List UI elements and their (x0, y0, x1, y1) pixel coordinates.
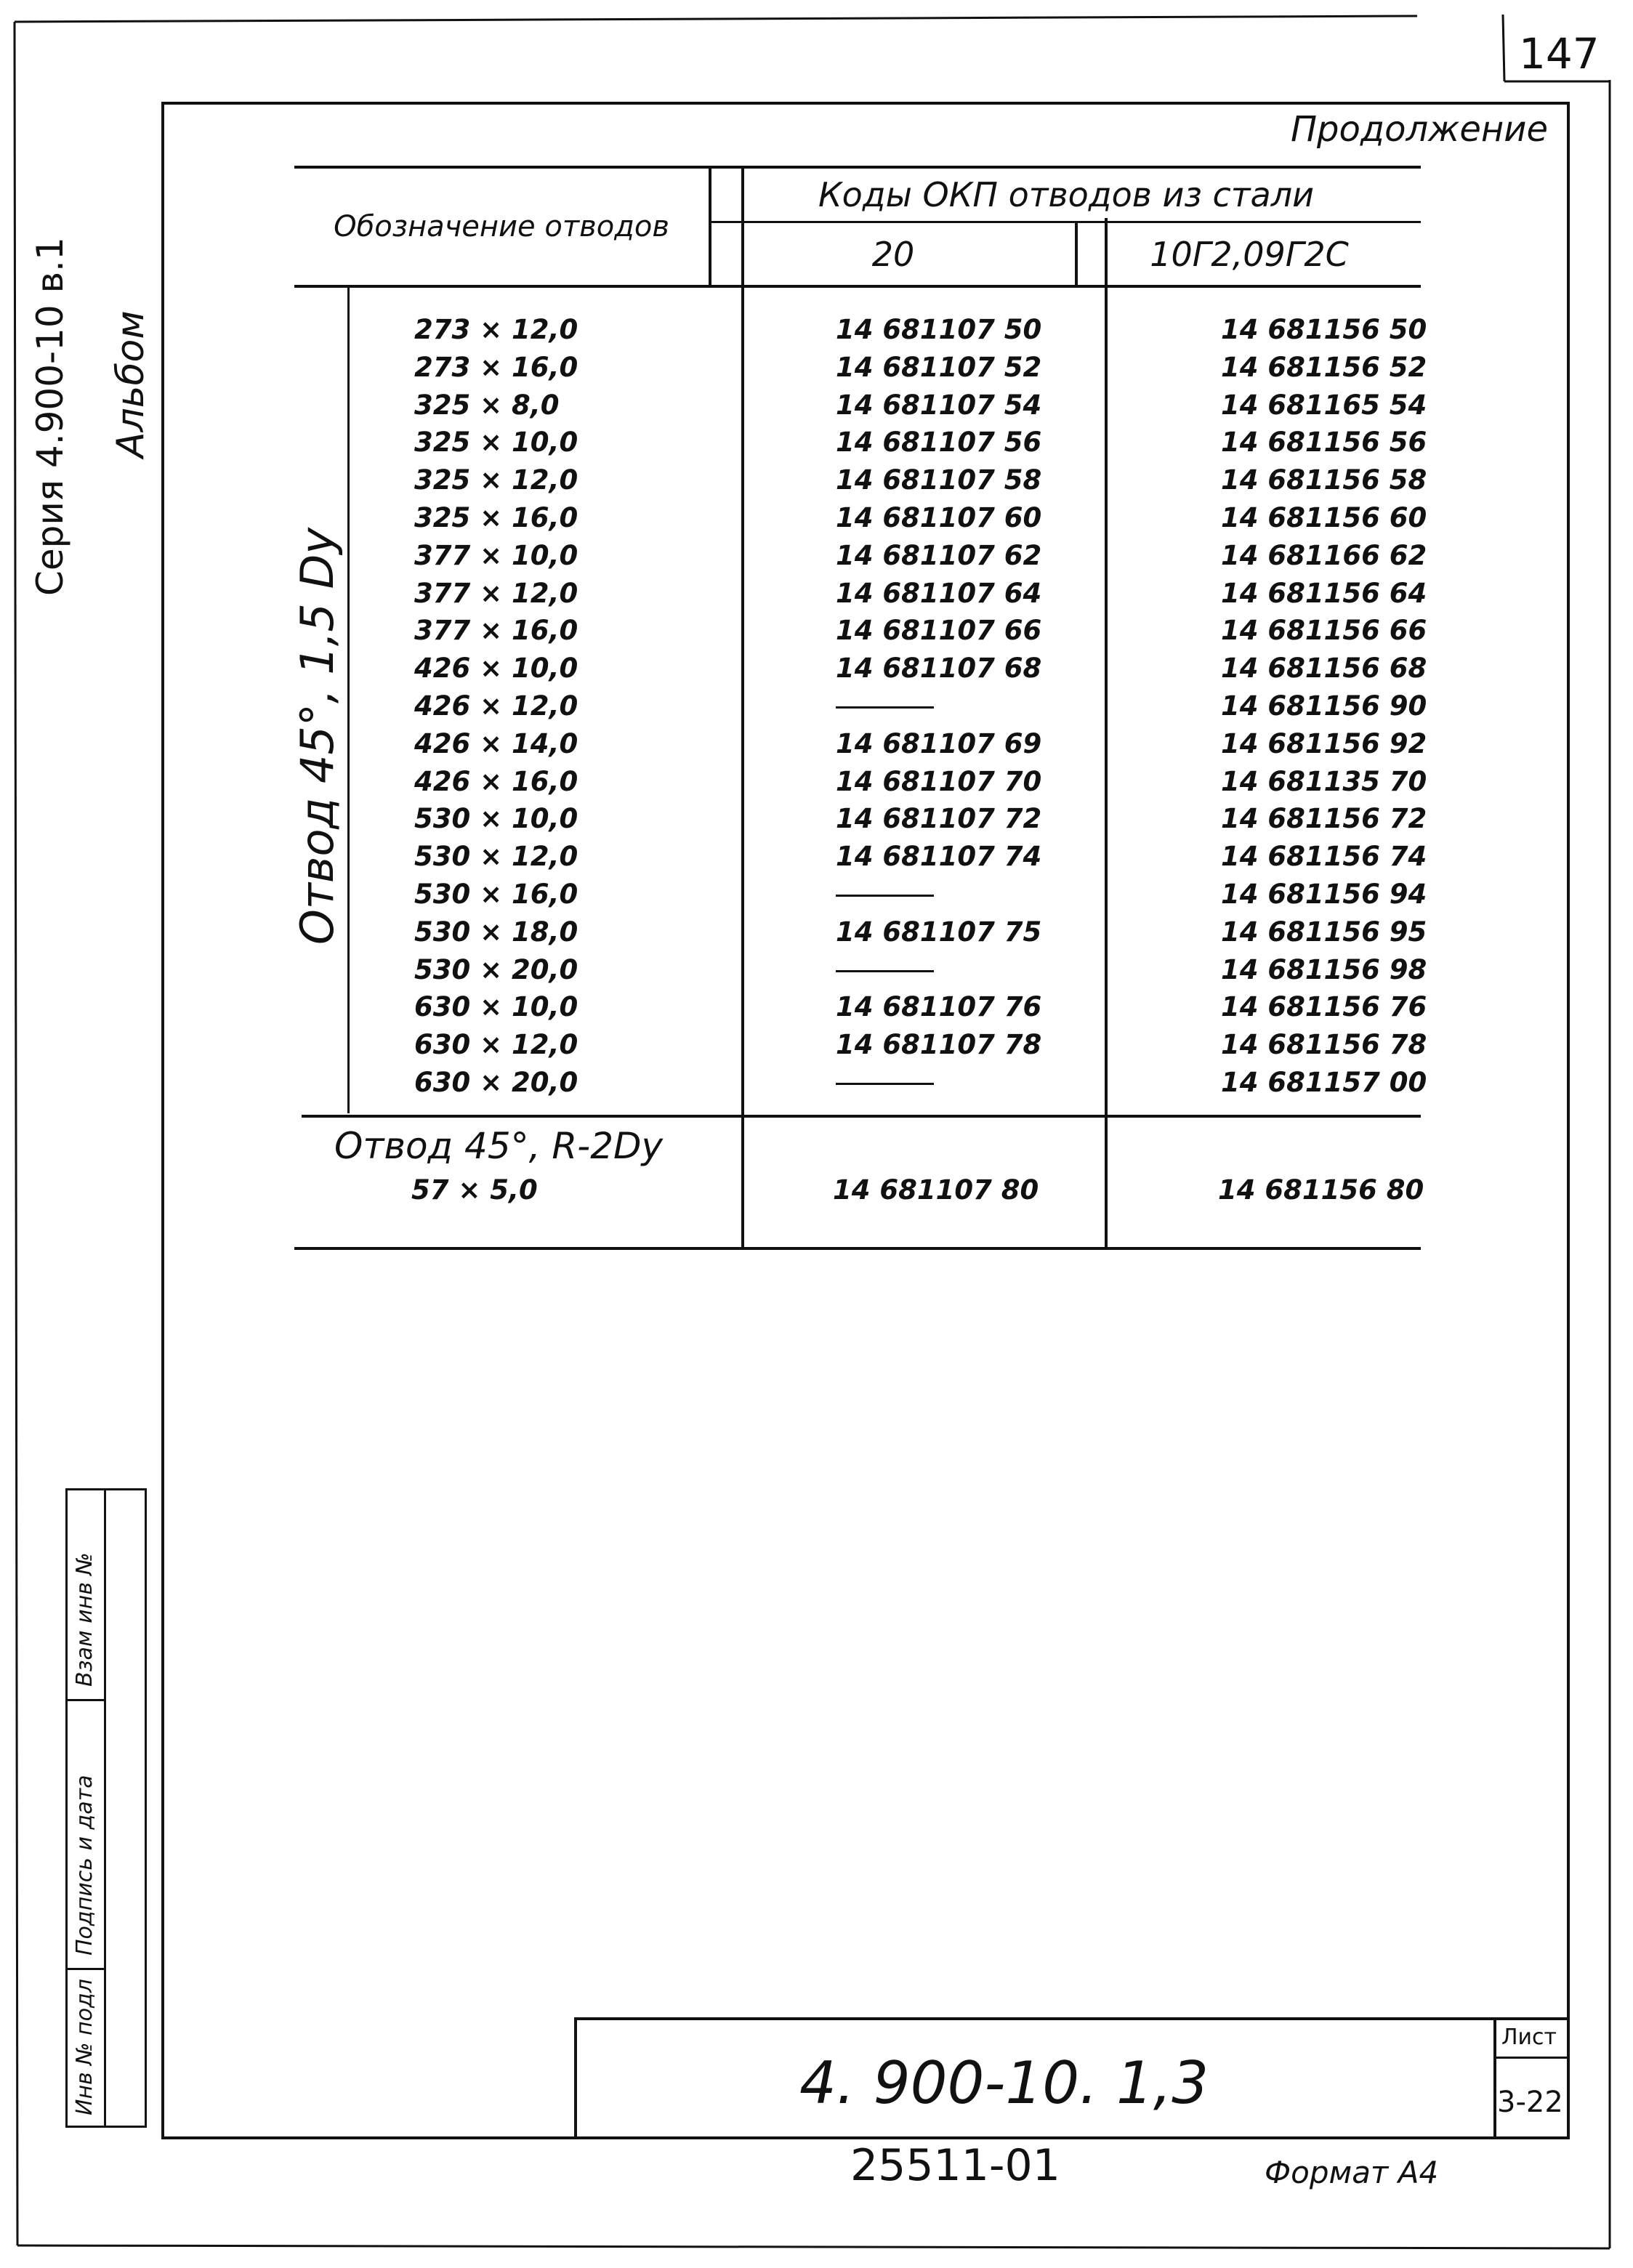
sheet-number: 3-22 (1497, 2086, 1563, 2119)
group-divider-line (347, 288, 350, 1113)
row-code-steel10g2: 14 681156 60 (1221, 502, 1427, 533)
row-size: 377 × 16,0 (414, 615, 578, 646)
designation-header: Обозначение отводов (294, 167, 710, 286)
row-size: 630 × 20,0 (414, 1067, 578, 1098)
row-code-steel20: 14 681107 76 (836, 991, 1042, 1022)
row-size: 426 × 12,0 (414, 690, 578, 722)
row-size: 377 × 10,0 (414, 540, 578, 571)
row-code-steel10g2: 14 681156 90 (1221, 690, 1427, 722)
row-size: 426 × 16,0 (414, 766, 578, 797)
row-code-steel10g2: 14 681135 70 (1221, 766, 1427, 797)
row-code-steel20: 14 681107 75 (836, 916, 1042, 948)
row-code-steel10g2: 14 681156 72 (1221, 803, 1427, 834)
row-code-steel20: 14 681107 64 (836, 578, 1042, 609)
row-code-steel10g2: 14 681156 74 (1221, 841, 1427, 872)
column-divider-2 (1105, 218, 1108, 1250)
row-code-steel10g2: 14 681156 52 (1221, 352, 1427, 383)
steel-10g2-header: 10Г2,09Г2С (1076, 222, 1421, 286)
row-size: 325 × 8,0 (414, 390, 560, 421)
row-code-steel20: 14 681107 62 (836, 540, 1042, 571)
stamp-sign-label: Подпись и дата (72, 1775, 97, 1956)
row-code-steel10g2: 14 681156 94 (1221, 879, 1427, 910)
row-size: 426 × 14,0 (414, 728, 578, 759)
continuation-label: Продолжение (1290, 109, 1548, 150)
row-size: 630 × 10,0 (414, 991, 578, 1022)
row-size: 325 × 10,0 (414, 427, 578, 458)
album-label: Альбом (109, 310, 153, 458)
row-code-steel10g2: 14 681156 56 (1221, 427, 1427, 458)
group1-label: Отвод 45°, 1,5 Dy (291, 527, 344, 945)
table-bottom-line (294, 1247, 1421, 1250)
row-size: 377 × 12,0 (414, 578, 578, 609)
stamp-strip (65, 1488, 147, 2128)
sheet-box-divider (1493, 2057, 1570, 2059)
row-code-steel10g2: 14 681156 95 (1221, 916, 1427, 948)
row-code-steel20 (836, 1067, 934, 1105)
no-code-dash (836, 970, 934, 972)
group2-code20: 14 681107 80 (833, 1174, 1039, 1206)
row-code-steel20 (836, 954, 934, 992)
row-code-steel20: 14 681107 52 (836, 352, 1042, 383)
no-code-dash (836, 1083, 934, 1085)
row-code-steel10g2: 14 681156 50 (1221, 314, 1427, 345)
row-code-steel20: 14 681107 74 (836, 841, 1042, 872)
row-code-steel20: 14 681107 70 (836, 766, 1042, 797)
stamp-inv-label: Инв № подл (72, 1979, 97, 2115)
row-size: 426 × 10,0 (414, 653, 578, 684)
stamp-divider (104, 1490, 106, 2126)
group2-size: 57 × 5,0 (411, 1174, 538, 1206)
row-size: 530 × 18,0 (414, 916, 578, 948)
row-size: 530 × 20,0 (414, 954, 578, 985)
row-code-steel20: 14 681107 68 (836, 653, 1042, 684)
row-size: 530 × 12,0 (414, 841, 578, 872)
row-code-steel10g2: 14 681156 76 (1221, 991, 1427, 1022)
row-code-steel10g2: 14 681156 78 (1221, 1029, 1427, 1060)
steel-20-header: 20 (710, 222, 1076, 286)
series-label: Серия 4.900-10 в.1 (29, 237, 71, 596)
stamp-replace-label: Взам инв № (72, 1552, 97, 1687)
row-size: 530 × 10,0 (414, 803, 578, 834)
row-code-steel20 (836, 690, 934, 728)
row-code-steel20: 14 681107 72 (836, 803, 1042, 834)
row-code-steel10g2: 14 681156 58 (1221, 464, 1427, 496)
sheet-label: Лист (1501, 2025, 1557, 2050)
stamp-cell-sign (68, 1701, 104, 1970)
row-code-steel10g2: 14 681156 68 (1221, 653, 1427, 684)
no-code-dash (836, 706, 934, 709)
group2-label: Отвод 45°, R-2Dy (334, 1125, 664, 1167)
no-code-dash (836, 895, 934, 897)
row-code-steel10g2: 14 681156 64 (1221, 578, 1427, 609)
row-code-steel20: 14 681107 60 (836, 502, 1042, 533)
row-code-steel10g2: 14 681166 62 (1221, 540, 1427, 571)
row-code-steel10g2: 14 681157 00 (1221, 1067, 1427, 1098)
row-code-steel10g2: 14 681156 66 (1221, 615, 1427, 646)
row-code-steel20: 14 681107 50 (836, 314, 1042, 345)
row-size: 530 × 16,0 (414, 879, 578, 910)
row-size: 273 × 16,0 (414, 352, 578, 383)
row-size: 630 × 12,0 (414, 1029, 578, 1060)
codes-header: Коды ОКП отводов из стали (710, 167, 1421, 222)
row-code-steel20: 14 681107 78 (836, 1029, 1042, 1060)
row-code-steel10g2: 14 681156 92 (1221, 728, 1427, 759)
row-size: 273 × 12,0 (414, 314, 578, 345)
stamp-cell-inv (68, 1970, 104, 2126)
inventory-number: 25511-01 (850, 2140, 1060, 2191)
row-code-steel20: 14 681107 69 (836, 728, 1042, 759)
row-code-steel20: 14 681107 66 (836, 615, 1042, 646)
format-label: Формат А4 (1265, 2155, 1439, 2190)
stamp-cell-replace (68, 1490, 104, 1701)
codes-table-header (294, 166, 1421, 288)
row-size: 325 × 16,0 (414, 502, 578, 533)
row-code-steel20 (836, 879, 934, 916)
row-code-steel20: 14 681107 58 (836, 464, 1042, 496)
row-code-steel20: 14 681107 56 (836, 427, 1042, 458)
group-separator-line (302, 1115, 1421, 1118)
document-number: 4. 900-10. 1,3 (799, 2049, 1209, 2117)
row-code-steel10g2: 14 681165 54 (1221, 390, 1427, 421)
group2-code10: 14 681156 80 (1218, 1174, 1424, 1206)
row-size: 325 × 12,0 (414, 464, 578, 496)
column-divider-1 (741, 166, 744, 1248)
row-code-steel10g2: 14 681156 98 (1221, 954, 1427, 985)
page-number: 147 (1519, 29, 1600, 78)
row-code-steel20: 14 681107 54 (836, 390, 1042, 421)
